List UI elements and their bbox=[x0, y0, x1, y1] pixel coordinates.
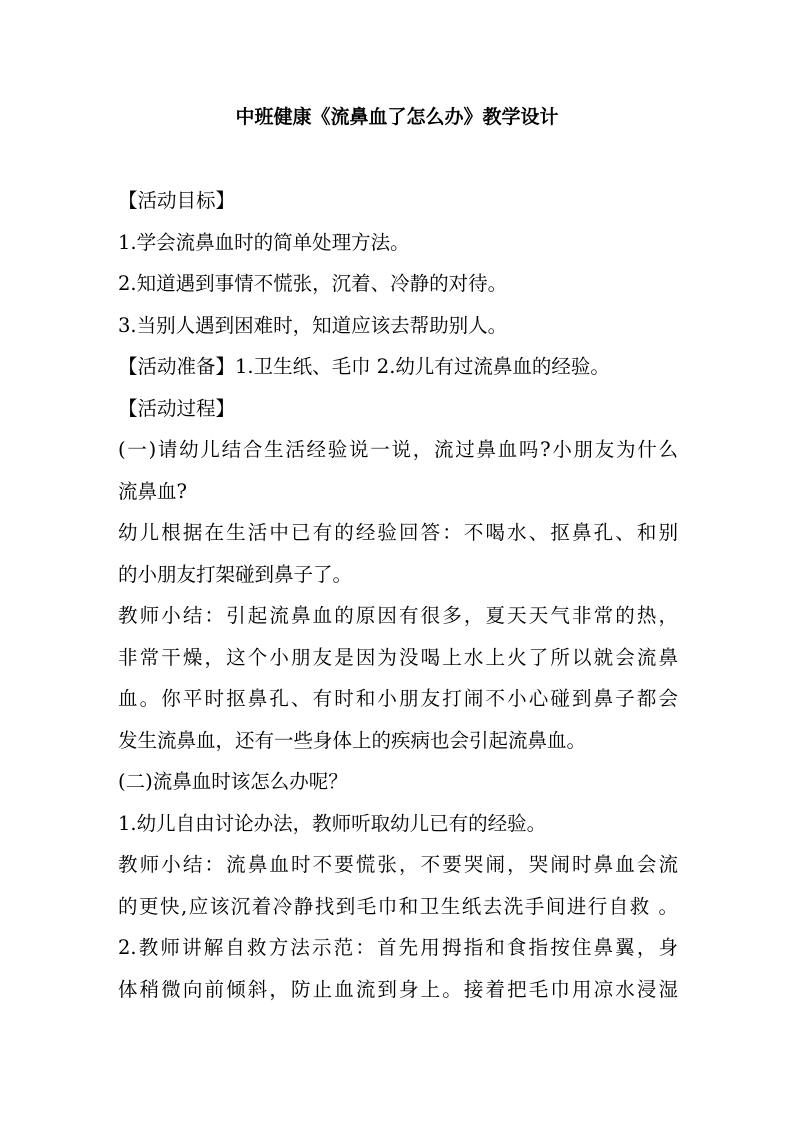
goal-item-2: 2.知道遇到事情不慌张，沉着、冷静的对待。 bbox=[118, 272, 508, 295]
subsection-heading: (二)流鼻血时该怎么办呢？ bbox=[118, 770, 348, 793]
paragraph-line: (一)请幼儿结合生活经验说一说，流过鼻血吗?小朋友为什么 bbox=[118, 438, 678, 461]
paragraph-line: 的小朋友打架碰到鼻子了。 bbox=[118, 562, 353, 586]
paragraph-line: 的更快,应该沉着冷静找到毛巾和卫生纸去洗手间进行自救 。 bbox=[118, 894, 678, 918]
paragraph-line: 体稍微向前倾斜，防止血流到身上。接着把毛巾用凉水浸湿 bbox=[118, 977, 678, 1001]
paragraph-line: 教师小结：引起流鼻血的原因有很多，夏天天气非常的热， bbox=[118, 604, 678, 627]
section-preparation: 【活动准备】1.卫生纸、毛巾 2.幼儿有过流鼻血的经验。 bbox=[118, 355, 610, 378]
document-title: 中班健康《流鼻血了怎么办》教学设计 bbox=[235, 106, 559, 128]
paragraph-line: 教师小结：流鼻血时不要慌张，不要哭闹，哭闹时鼻血会流 bbox=[118, 853, 678, 876]
paragraph-line: 血。你平时抠鼻孔、有时和小朋友打闹不小心碰到鼻子都会 bbox=[118, 687, 678, 710]
paragraph-line: 1.幼儿自由讨论办法，教师听取幼儿已有的经验。 bbox=[118, 811, 547, 835]
goal-item-3: 3.当别人遇到困难时，知道应该去帮助别人。 bbox=[118, 313, 508, 337]
section-heading-goals: 【活动目标】 bbox=[118, 189, 236, 212]
paragraph-line: 非常干燥，这个小朋友是因为没喝上水上火了所以就会流鼻 bbox=[118, 645, 678, 669]
paragraph-line: 幼儿根据在生活中已有的经验回答：不喝水、抠鼻孔、和别 bbox=[118, 521, 678, 544]
section-heading-process: 【活动过程】 bbox=[118, 396, 236, 420]
paragraph-line: 2.教师讲解自救方法示范：首先用拇指和食指按住鼻翼，身 bbox=[118, 936, 678, 959]
paragraph-line: 发生流鼻血，还有一些身体上的疾病也会引起流鼻血。 bbox=[118, 728, 587, 752]
paragraph-line: 流鼻血? bbox=[118, 479, 187, 503]
goal-item-1: 1.学会流鼻血时的简单处理方法。 bbox=[118, 230, 410, 254]
document-body bbox=[118, 185, 678, 1015]
